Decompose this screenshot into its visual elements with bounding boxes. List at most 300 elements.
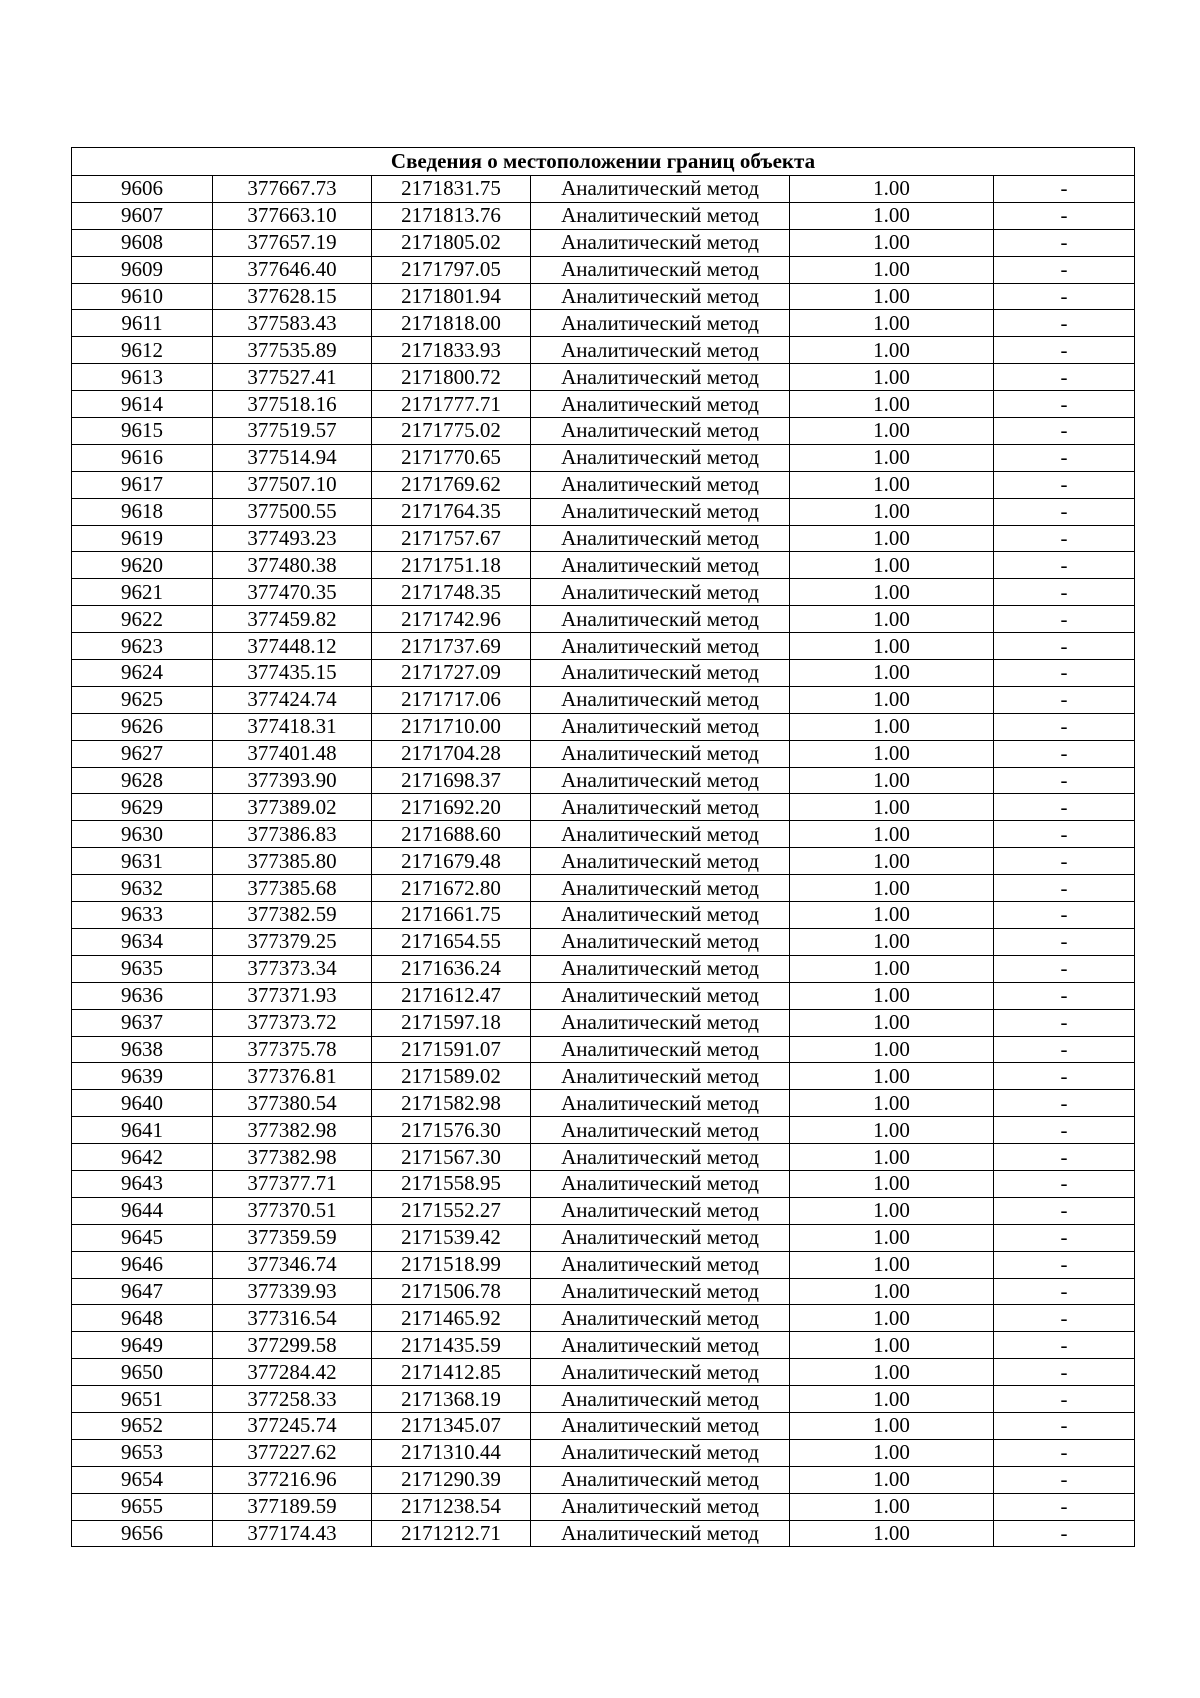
method-cell: Аналитический метод <box>531 1520 790 1547</box>
x-coordinate-cell: 377284.42 <box>213 1359 372 1386</box>
point-number-cell: 9617 <box>72 471 213 498</box>
accuracy-cell: 1.00 <box>790 283 994 310</box>
x-coordinate-cell: 377385.68 <box>213 875 372 902</box>
accuracy-cell: 1.00 <box>790 525 994 552</box>
x-coordinate-cell: 377418.31 <box>213 713 372 740</box>
method-cell: Аналитический метод <box>531 740 790 767</box>
table-row <box>72 767 1135 794</box>
description-cell: - <box>994 1036 1135 1063</box>
point-number-cell: 9607 <box>72 202 213 229</box>
method-cell: Аналитический метод <box>531 1251 790 1278</box>
y-coordinate-cell: 2171589.02 <box>372 1063 531 1090</box>
table-row <box>72 1009 1135 1036</box>
table-row <box>72 955 1135 982</box>
x-coordinate-cell: 377583.43 <box>213 310 372 337</box>
accuracy-cell: 1.00 <box>790 1036 994 1063</box>
y-coordinate-cell: 2171661.75 <box>372 902 531 929</box>
description-cell: - <box>994 1386 1135 1413</box>
y-coordinate-cell: 2171805.02 <box>372 229 531 256</box>
y-coordinate-cell: 2171368.19 <box>372 1386 531 1413</box>
x-coordinate-cell: 377373.72 <box>213 1009 372 1036</box>
x-coordinate-cell: 377258.33 <box>213 1386 372 1413</box>
point-number-cell: 9643 <box>72 1170 213 1197</box>
y-coordinate-cell: 2171654.55 <box>372 928 531 955</box>
table-row <box>72 982 1135 1009</box>
accuracy-cell: 1.00 <box>790 1332 994 1359</box>
y-coordinate-cell: 2171576.30 <box>372 1117 531 1144</box>
y-coordinate-cell: 2171465.92 <box>372 1305 531 1332</box>
x-coordinate-cell: 377377.71 <box>213 1170 372 1197</box>
description-cell: - <box>994 471 1135 498</box>
table-row <box>72 1332 1135 1359</box>
point-number-cell: 9627 <box>72 740 213 767</box>
x-coordinate-cell: 377628.15 <box>213 283 372 310</box>
description-cell: - <box>994 1412 1135 1439</box>
x-coordinate-cell: 377379.25 <box>213 928 372 955</box>
description-cell: - <box>994 1305 1135 1332</box>
description-cell: - <box>994 1144 1135 1171</box>
accuracy-cell: 1.00 <box>790 364 994 391</box>
x-coordinate-cell: 377339.93 <box>213 1278 372 1305</box>
point-number-cell: 9632 <box>72 875 213 902</box>
method-cell: Аналитический метод <box>531 498 790 525</box>
table-row <box>72 364 1135 391</box>
y-coordinate-cell: 2171567.30 <box>372 1144 531 1171</box>
point-number-cell: 9642 <box>72 1144 213 1171</box>
description-cell: - <box>994 552 1135 579</box>
y-coordinate-cell: 2171679.48 <box>372 848 531 875</box>
point-number-cell: 9626 <box>72 713 213 740</box>
point-number-cell: 9612 <box>72 337 213 364</box>
method-cell: Аналитический метод <box>531 767 790 794</box>
table-row <box>72 875 1135 902</box>
description-cell: - <box>994 875 1135 902</box>
method-cell: Аналитический метод <box>531 902 790 929</box>
x-coordinate-cell: 377535.89 <box>213 337 372 364</box>
x-coordinate-cell: 377393.90 <box>213 767 372 794</box>
description-cell: - <box>994 1009 1135 1036</box>
accuracy-cell: 1.00 <box>790 1386 994 1413</box>
accuracy-cell: 1.00 <box>790 1493 994 1520</box>
method-cell: Аналитический метод <box>531 444 790 471</box>
method-cell: Аналитический метод <box>531 391 790 418</box>
method-cell: Аналитический метод <box>531 1386 790 1413</box>
table-row <box>72 1144 1135 1171</box>
table-row <box>72 633 1135 660</box>
method-cell: Аналитический метод <box>531 1036 790 1063</box>
description-cell: - <box>994 310 1135 337</box>
y-coordinate-cell: 2171770.65 <box>372 444 531 471</box>
x-coordinate-cell: 377667.73 <box>213 176 372 203</box>
description-cell: - <box>994 1278 1135 1305</box>
y-coordinate-cell: 2171757.67 <box>372 525 531 552</box>
boundary-coordinates-table <box>71 147 1135 1547</box>
table-row <box>72 176 1135 203</box>
description-cell: - <box>994 525 1135 552</box>
y-coordinate-cell: 2171833.93 <box>372 337 531 364</box>
point-number-cell: 9640 <box>72 1090 213 1117</box>
description-cell: - <box>994 1063 1135 1090</box>
y-coordinate-cell: 2171717.06 <box>372 686 531 713</box>
description-cell: - <box>994 498 1135 525</box>
point-number-cell: 9610 <box>72 283 213 310</box>
x-coordinate-cell: 377382.59 <box>213 902 372 929</box>
table-title: Сведения о местоположении границ объекта <box>72 148 1135 176</box>
accuracy-cell: 1.00 <box>790 660 994 687</box>
x-coordinate-cell: 377401.48 <box>213 740 372 767</box>
method-cell: Аналитический метод <box>531 229 790 256</box>
table-row <box>72 229 1135 256</box>
x-coordinate-cell: 377375.78 <box>213 1036 372 1063</box>
point-number-cell: 9621 <box>72 579 213 606</box>
x-coordinate-cell: 377480.38 <box>213 552 372 579</box>
y-coordinate-cell: 2171797.05 <box>372 256 531 283</box>
accuracy-cell: 1.00 <box>790 310 994 337</box>
accuracy-cell: 1.00 <box>790 740 994 767</box>
table-row <box>72 1278 1135 1305</box>
description-cell: - <box>994 740 1135 767</box>
accuracy-cell: 1.00 <box>790 794 994 821</box>
method-cell: Аналитический метод <box>531 552 790 579</box>
accuracy-cell: 1.00 <box>790 337 994 364</box>
method-cell: Аналитический метод <box>531 794 790 821</box>
description-cell: - <box>994 660 1135 687</box>
x-coordinate-cell: 377646.40 <box>213 256 372 283</box>
x-coordinate-cell: 377189.59 <box>213 1493 372 1520</box>
description-cell: - <box>994 713 1135 740</box>
y-coordinate-cell: 2171558.95 <box>372 1170 531 1197</box>
x-coordinate-cell: 377385.80 <box>213 848 372 875</box>
point-number-cell: 9624 <box>72 660 213 687</box>
description-cell: - <box>994 1224 1135 1251</box>
point-number-cell: 9613 <box>72 364 213 391</box>
method-cell: Аналитический метод <box>531 1332 790 1359</box>
point-number-cell: 9650 <box>72 1359 213 1386</box>
point-number-cell: 9630 <box>72 821 213 848</box>
table-row <box>72 283 1135 310</box>
table-row <box>72 1305 1135 1332</box>
description-cell: - <box>994 982 1135 1009</box>
x-coordinate-cell: 377380.54 <box>213 1090 372 1117</box>
method-cell: Аналитический метод <box>531 713 790 740</box>
description-cell: - <box>994 418 1135 445</box>
x-coordinate-cell: 377373.34 <box>213 955 372 982</box>
method-cell: Аналитический метод <box>531 1009 790 1036</box>
description-cell: - <box>994 1493 1135 1520</box>
accuracy-cell: 1.00 <box>790 1520 994 1547</box>
x-coordinate-cell: 377470.35 <box>213 579 372 606</box>
method-cell: Аналитический метод <box>531 982 790 1009</box>
y-coordinate-cell: 2171800.72 <box>372 364 531 391</box>
method-cell: Аналитический метод <box>531 848 790 875</box>
y-coordinate-cell: 2171801.94 <box>372 283 531 310</box>
y-coordinate-cell: 2171518.99 <box>372 1251 531 1278</box>
y-coordinate-cell: 2171831.75 <box>372 176 531 203</box>
point-number-cell: 9649 <box>72 1332 213 1359</box>
table-row <box>72 337 1135 364</box>
point-number-cell: 9615 <box>72 418 213 445</box>
description-cell: - <box>994 202 1135 229</box>
table-row <box>72 202 1135 229</box>
table-row <box>72 1036 1135 1063</box>
x-coordinate-cell: 377386.83 <box>213 821 372 848</box>
method-cell: Аналитический метод <box>531 1117 790 1144</box>
point-number-cell: 9656 <box>72 1520 213 1547</box>
table-row <box>72 1466 1135 1493</box>
method-cell: Аналитический метод <box>531 256 790 283</box>
y-coordinate-cell: 2171672.80 <box>372 875 531 902</box>
description-cell: - <box>994 1332 1135 1359</box>
point-number-cell: 9611 <box>72 310 213 337</box>
y-coordinate-cell: 2171290.39 <box>372 1466 531 1493</box>
accuracy-cell: 1.00 <box>790 633 994 660</box>
point-number-cell: 9618 <box>72 498 213 525</box>
method-cell: Аналитический метод <box>531 1466 790 1493</box>
method-cell: Аналитический метод <box>531 1090 790 1117</box>
table-row <box>72 552 1135 579</box>
point-number-cell: 9652 <box>72 1412 213 1439</box>
description-cell: - <box>994 794 1135 821</box>
accuracy-cell: 1.00 <box>790 928 994 955</box>
method-cell: Аналитический метод <box>531 1278 790 1305</box>
method-cell: Аналитический метод <box>531 1359 790 1386</box>
method-cell: Аналитический метод <box>531 955 790 982</box>
y-coordinate-cell: 2171539.42 <box>372 1224 531 1251</box>
point-number-cell: 9625 <box>72 686 213 713</box>
x-coordinate-cell: 377507.10 <box>213 471 372 498</box>
method-cell: Аналитический метод <box>531 202 790 229</box>
table-row <box>72 1063 1135 1090</box>
x-coordinate-cell: 377359.59 <box>213 1224 372 1251</box>
x-coordinate-cell: 377174.43 <box>213 1520 372 1547</box>
table-row <box>72 848 1135 875</box>
method-cell: Аналитический метод <box>531 1439 790 1466</box>
y-coordinate-cell: 2171582.98 <box>372 1090 531 1117</box>
table-row <box>72 256 1135 283</box>
accuracy-cell: 1.00 <box>790 256 994 283</box>
accuracy-cell: 1.00 <box>790 767 994 794</box>
method-cell: Аналитический метод <box>531 418 790 445</box>
y-coordinate-cell: 2171813.76 <box>372 202 531 229</box>
x-coordinate-cell: 377527.41 <box>213 364 372 391</box>
y-coordinate-cell: 2171612.47 <box>372 982 531 1009</box>
point-number-cell: 9641 <box>72 1117 213 1144</box>
method-cell: Аналитический метод <box>531 606 790 633</box>
point-number-cell: 9608 <box>72 229 213 256</box>
description-cell: - <box>994 633 1135 660</box>
method-cell: Аналитический метод <box>531 1412 790 1439</box>
accuracy-cell: 1.00 <box>790 821 994 848</box>
table-row <box>72 660 1135 687</box>
y-coordinate-cell: 2171345.07 <box>372 1412 531 1439</box>
point-number-cell: 9634 <box>72 928 213 955</box>
table-row <box>72 1170 1135 1197</box>
method-cell: Аналитический метод <box>531 875 790 902</box>
x-coordinate-cell: 377370.51 <box>213 1197 372 1224</box>
accuracy-cell: 1.00 <box>790 552 994 579</box>
table-row <box>72 471 1135 498</box>
x-coordinate-cell: 377371.93 <box>213 982 372 1009</box>
x-coordinate-cell: 377316.54 <box>213 1305 372 1332</box>
x-coordinate-cell: 377663.10 <box>213 202 372 229</box>
y-coordinate-cell: 2171506.78 <box>372 1278 531 1305</box>
point-number-cell: 9637 <box>72 1009 213 1036</box>
x-coordinate-cell: 377227.62 <box>213 1439 372 1466</box>
y-coordinate-cell: 2171636.24 <box>372 955 531 982</box>
accuracy-cell: 1.00 <box>790 902 994 929</box>
y-coordinate-cell: 2171777.71 <box>372 391 531 418</box>
method-cell: Аналитический метод <box>531 1224 790 1251</box>
table-row <box>72 713 1135 740</box>
y-coordinate-cell: 2171769.62 <box>372 471 531 498</box>
description-cell: - <box>994 1520 1135 1547</box>
accuracy-cell: 1.00 <box>790 471 994 498</box>
table-row <box>72 525 1135 552</box>
point-number-cell: 9614 <box>72 391 213 418</box>
y-coordinate-cell: 2171688.60 <box>372 821 531 848</box>
point-number-cell: 9629 <box>72 794 213 821</box>
x-coordinate-cell: 377382.98 <box>213 1144 372 1171</box>
accuracy-cell: 1.00 <box>790 1090 994 1117</box>
description-cell: - <box>994 391 1135 418</box>
table-row <box>72 444 1135 471</box>
y-coordinate-cell: 2171818.00 <box>372 310 531 337</box>
table-row <box>72 902 1135 929</box>
accuracy-cell: 1.00 <box>790 955 994 982</box>
method-cell: Аналитический метод <box>531 1170 790 1197</box>
point-number-cell: 9619 <box>72 525 213 552</box>
y-coordinate-cell: 2171698.37 <box>372 767 531 794</box>
accuracy-cell: 1.00 <box>790 1197 994 1224</box>
description-cell: - <box>994 1170 1135 1197</box>
description-cell: - <box>994 283 1135 310</box>
description-cell: - <box>994 606 1135 633</box>
point-number-cell: 9620 <box>72 552 213 579</box>
accuracy-cell: 1.00 <box>790 498 994 525</box>
point-number-cell: 9647 <box>72 1278 213 1305</box>
x-coordinate-cell: 377657.19 <box>213 229 372 256</box>
description-cell: - <box>994 1439 1135 1466</box>
point-number-cell: 9638 <box>72 1036 213 1063</box>
x-coordinate-cell: 377382.98 <box>213 1117 372 1144</box>
x-coordinate-cell: 377459.82 <box>213 606 372 633</box>
accuracy-cell: 1.00 <box>790 875 994 902</box>
accuracy-cell: 1.00 <box>790 1117 994 1144</box>
point-number-cell: 9633 <box>72 902 213 929</box>
accuracy-cell: 1.00 <box>790 391 994 418</box>
method-cell: Аналитический метод <box>531 1063 790 1090</box>
accuracy-cell: 1.00 <box>790 1305 994 1332</box>
description-cell: - <box>994 955 1135 982</box>
method-cell: Аналитический метод <box>531 176 790 203</box>
method-cell: Аналитический метод <box>531 821 790 848</box>
y-coordinate-cell: 2171692.20 <box>372 794 531 821</box>
point-number-cell: 9635 <box>72 955 213 982</box>
table-row <box>72 740 1135 767</box>
description-cell: - <box>994 176 1135 203</box>
method-cell: Аналитический метод <box>531 633 790 660</box>
y-coordinate-cell: 2171591.07 <box>372 1036 531 1063</box>
x-coordinate-cell: 377435.15 <box>213 660 372 687</box>
method-cell: Аналитический метод <box>531 928 790 955</box>
point-number-cell: 9654 <box>72 1466 213 1493</box>
accuracy-cell: 1.00 <box>790 1009 994 1036</box>
x-coordinate-cell: 377519.57 <box>213 418 372 445</box>
x-coordinate-cell: 377514.94 <box>213 444 372 471</box>
point-number-cell: 9606 <box>72 176 213 203</box>
accuracy-cell: 1.00 <box>790 229 994 256</box>
point-number-cell: 9616 <box>72 444 213 471</box>
accuracy-cell: 1.00 <box>790 579 994 606</box>
accuracy-cell: 1.00 <box>790 1063 994 1090</box>
point-number-cell: 9653 <box>72 1439 213 1466</box>
method-cell: Аналитический метод <box>531 579 790 606</box>
method-cell: Аналитический метод <box>531 686 790 713</box>
description-cell: - <box>994 337 1135 364</box>
accuracy-cell: 1.00 <box>790 848 994 875</box>
point-number-cell: 9646 <box>72 1251 213 1278</box>
description-cell: - <box>994 686 1135 713</box>
x-coordinate-cell: 377518.16 <box>213 391 372 418</box>
description-cell: - <box>994 848 1135 875</box>
y-coordinate-cell: 2171597.18 <box>372 1009 531 1036</box>
table-row <box>72 418 1135 445</box>
table-row <box>72 1386 1135 1413</box>
x-coordinate-cell: 377424.74 <box>213 686 372 713</box>
description-cell: - <box>994 928 1135 955</box>
y-coordinate-cell: 2171435.59 <box>372 1332 531 1359</box>
method-cell: Аналитический метод <box>531 310 790 337</box>
point-number-cell: 9609 <box>72 256 213 283</box>
point-number-cell: 9645 <box>72 1224 213 1251</box>
accuracy-cell: 1.00 <box>790 982 994 1009</box>
description-cell: - <box>994 902 1135 929</box>
description-cell: - <box>994 256 1135 283</box>
y-coordinate-cell: 2171742.96 <box>372 606 531 633</box>
table-row <box>72 1412 1135 1439</box>
accuracy-cell: 1.00 <box>790 1278 994 1305</box>
accuracy-cell: 1.00 <box>790 202 994 229</box>
y-coordinate-cell: 2171704.28 <box>372 740 531 767</box>
y-coordinate-cell: 2171552.27 <box>372 1197 531 1224</box>
point-number-cell: 9623 <box>72 633 213 660</box>
accuracy-cell: 1.00 <box>790 713 994 740</box>
x-coordinate-cell: 377216.96 <box>213 1466 372 1493</box>
description-cell: - <box>994 821 1135 848</box>
y-coordinate-cell: 2171751.18 <box>372 552 531 579</box>
table-row <box>72 686 1135 713</box>
accuracy-cell: 1.00 <box>790 1359 994 1386</box>
description-cell: - <box>994 364 1135 391</box>
description-cell: - <box>994 1251 1135 1278</box>
x-coordinate-cell: 377245.74 <box>213 1412 372 1439</box>
table-row <box>72 606 1135 633</box>
accuracy-cell: 1.00 <box>790 1224 994 1251</box>
accuracy-cell: 1.00 <box>790 1144 994 1171</box>
y-coordinate-cell: 2171212.71 <box>372 1520 531 1547</box>
table-row <box>72 1439 1135 1466</box>
method-cell: Аналитический метод <box>531 1305 790 1332</box>
point-number-cell: 9639 <box>72 1063 213 1090</box>
y-coordinate-cell: 2171775.02 <box>372 418 531 445</box>
x-coordinate-cell: 377299.58 <box>213 1332 372 1359</box>
description-cell: - <box>994 1466 1135 1493</box>
table-row <box>72 1359 1135 1386</box>
accuracy-cell: 1.00 <box>790 1466 994 1493</box>
accuracy-cell: 1.00 <box>790 1251 994 1278</box>
description-cell: - <box>994 767 1135 794</box>
point-number-cell: 9651 <box>72 1386 213 1413</box>
